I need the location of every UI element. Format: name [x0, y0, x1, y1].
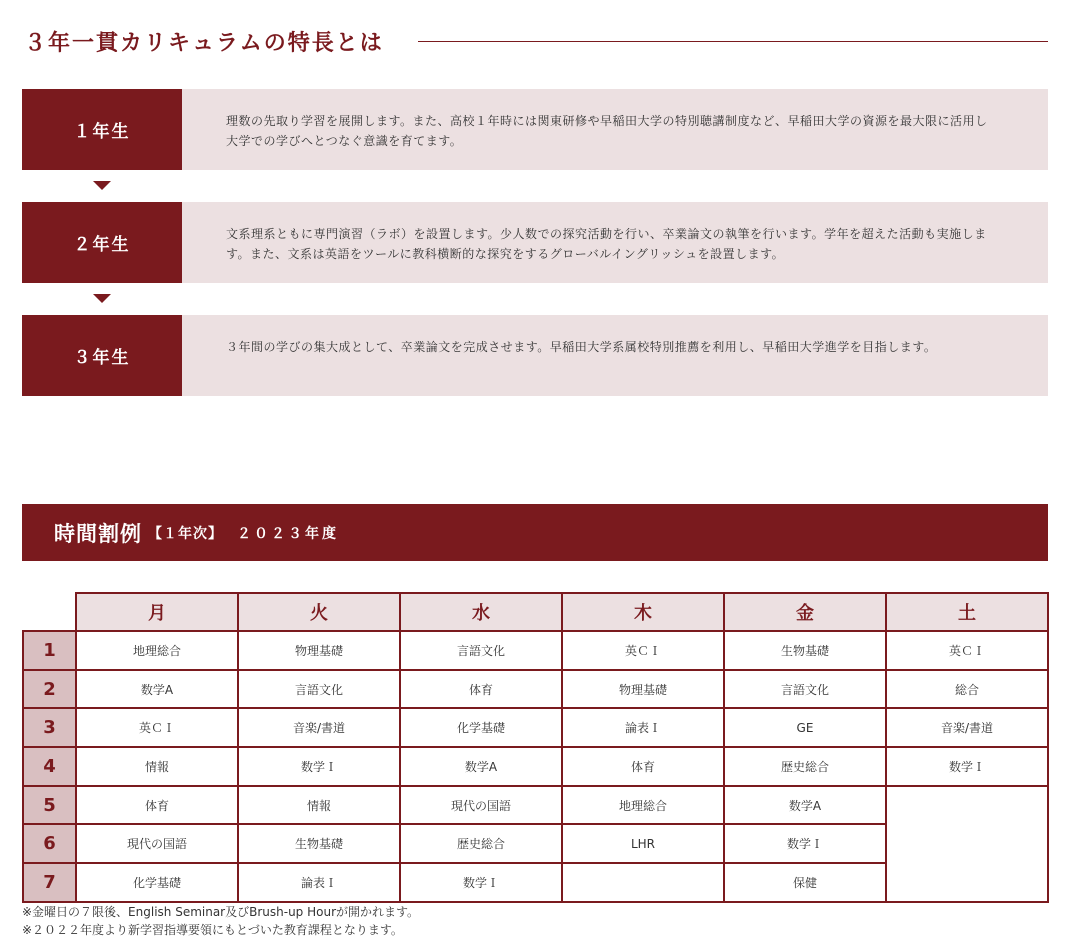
- year-description-1: 理数の先取り学習を展開します。また、高校１年時には関東研修や早稲田大学の特別聴講制度など、早稲田大学の資源を最大限に活用し大学での学びへとつなぐ意識を育てます。: [226, 114, 988, 148]
- day-header-tue: 火: [238, 593, 400, 631]
- table-row: [23, 747, 1048, 786]
- class-cell: 体育: [76, 786, 238, 825]
- timetable-day-row: [23, 593, 1048, 631]
- class-cell: 歴史総合: [400, 824, 562, 863]
- class-cell: 保健: [724, 863, 886, 902]
- timetable-corner: [23, 593, 76, 631]
- class-cell: 言語文化: [400, 631, 562, 670]
- class-cell: 数学A: [724, 786, 886, 825]
- period-number: 2: [23, 670, 76, 709]
- day-header-sat: 土: [886, 593, 1048, 631]
- class-cell: 数学Ｉ: [724, 824, 886, 863]
- class-cell: 体育: [562, 747, 724, 786]
- footnote-1: ※金曜日の７限後、English Seminar及びBrush-up Hourが開かれます。: [22, 905, 420, 919]
- period-number: 4: [23, 747, 76, 786]
- class-cell: 英ＣＩ: [886, 631, 1048, 670]
- day-header-wed: 水: [400, 593, 562, 631]
- table-row: [23, 786, 1048, 825]
- table-row: [23, 670, 1048, 709]
- class-cell: LHR: [562, 824, 724, 863]
- timetable-title: 時間割例: [54, 521, 142, 546]
- class-cell: 音楽/書道: [886, 708, 1048, 747]
- timetable: [22, 592, 1049, 903]
- class-cell: [562, 863, 724, 902]
- year-row-3: [22, 315, 1048, 396]
- table-row: [23, 708, 1048, 747]
- class-cell: GE: [724, 708, 886, 747]
- class-cell: 化学基礎: [400, 708, 562, 747]
- class-cell: 音楽/書道: [238, 708, 400, 747]
- day-header-mon: 月: [76, 593, 238, 631]
- class-cell: 地理総合: [562, 786, 724, 825]
- year-label-2: ２年生: [22, 202, 182, 283]
- down-arrow-icon: [93, 294, 111, 303]
- class-cell: 数学Ｉ: [400, 863, 562, 902]
- footnote-2: ※２０２２年度より新学習指導要領にもとづいた教育課程となります。: [22, 923, 403, 937]
- class-cell: 化学基礎: [76, 863, 238, 902]
- footnotes: [22, 903, 419, 939]
- year-row-2: [22, 202, 1048, 283]
- class-cell: 言語文化: [238, 670, 400, 709]
- class-cell: 数学A: [76, 670, 238, 709]
- class-cell: 情報: [238, 786, 400, 825]
- period-number: 6: [23, 824, 76, 863]
- class-cell: 論表Ｉ: [562, 708, 724, 747]
- timetable-year: ２０２３年度: [237, 525, 339, 542]
- timetable-header: [22, 504, 1048, 561]
- class-cell: 歴史総合: [724, 747, 886, 786]
- features-title: ３年一貫カリキュラムの特長とは: [24, 30, 384, 56]
- year-description-2: 文系理系ともに専門演習（ラボ）を設置します。少人数での探究活動を行い、卒業論文の執筆を行います。学年を超えた活動も実施します。また、文系は英語をツールに教科横断的な探究をするグローバルイングリッシュを設置します。: [226, 227, 987, 261]
- period-number: 3: [23, 708, 76, 747]
- period-number: 5: [23, 786, 76, 825]
- year-description-3: ３年間の学びの集大成として、卒業論文を完成させます。早稲田大学系属校特別推薦を利用し、早稲田大学進学を目指します。: [226, 340, 937, 354]
- class-cell: 英ＣＩ: [562, 631, 724, 670]
- class-cell: 数学A: [400, 747, 562, 786]
- period-number: 1: [23, 631, 76, 670]
- year-row-1: [22, 89, 1048, 170]
- class-cell: 数学Ｉ: [886, 747, 1048, 786]
- class-cell: 生物基礎: [724, 631, 886, 670]
- class-cell: 現代の国語: [76, 824, 238, 863]
- class-cell: 情報: [76, 747, 238, 786]
- class-cell: 言語文化: [724, 670, 886, 709]
- class-cell: 物理基礎: [562, 670, 724, 709]
- class-cell: 数学Ｉ: [238, 747, 400, 786]
- class-cell: 生物基礎: [238, 824, 400, 863]
- timetable-subtitle: 【１年次】: [148, 525, 223, 542]
- day-header-fri: 金: [724, 593, 886, 631]
- year-label-3: ３年生: [22, 315, 182, 396]
- period-number: 7: [23, 863, 76, 902]
- class-cell-empty-sat: [886, 786, 1048, 902]
- year-label-1: １年生: [22, 89, 182, 170]
- table-row: [23, 631, 1048, 670]
- class-cell: 物理基礎: [238, 631, 400, 670]
- class-cell: 地理総合: [76, 631, 238, 670]
- features-heading: [24, 26, 1048, 56]
- class-cell: 総合: [886, 670, 1048, 709]
- class-cell: 論表Ｉ: [238, 863, 400, 902]
- day-header-thu: 木: [562, 593, 724, 631]
- class-cell: 体育: [400, 670, 562, 709]
- class-cell: 英ＣＩ: [76, 708, 238, 747]
- down-arrow-icon: [93, 181, 111, 190]
- heading-divider: [418, 41, 1048, 42]
- class-cell: 現代の国語: [400, 786, 562, 825]
